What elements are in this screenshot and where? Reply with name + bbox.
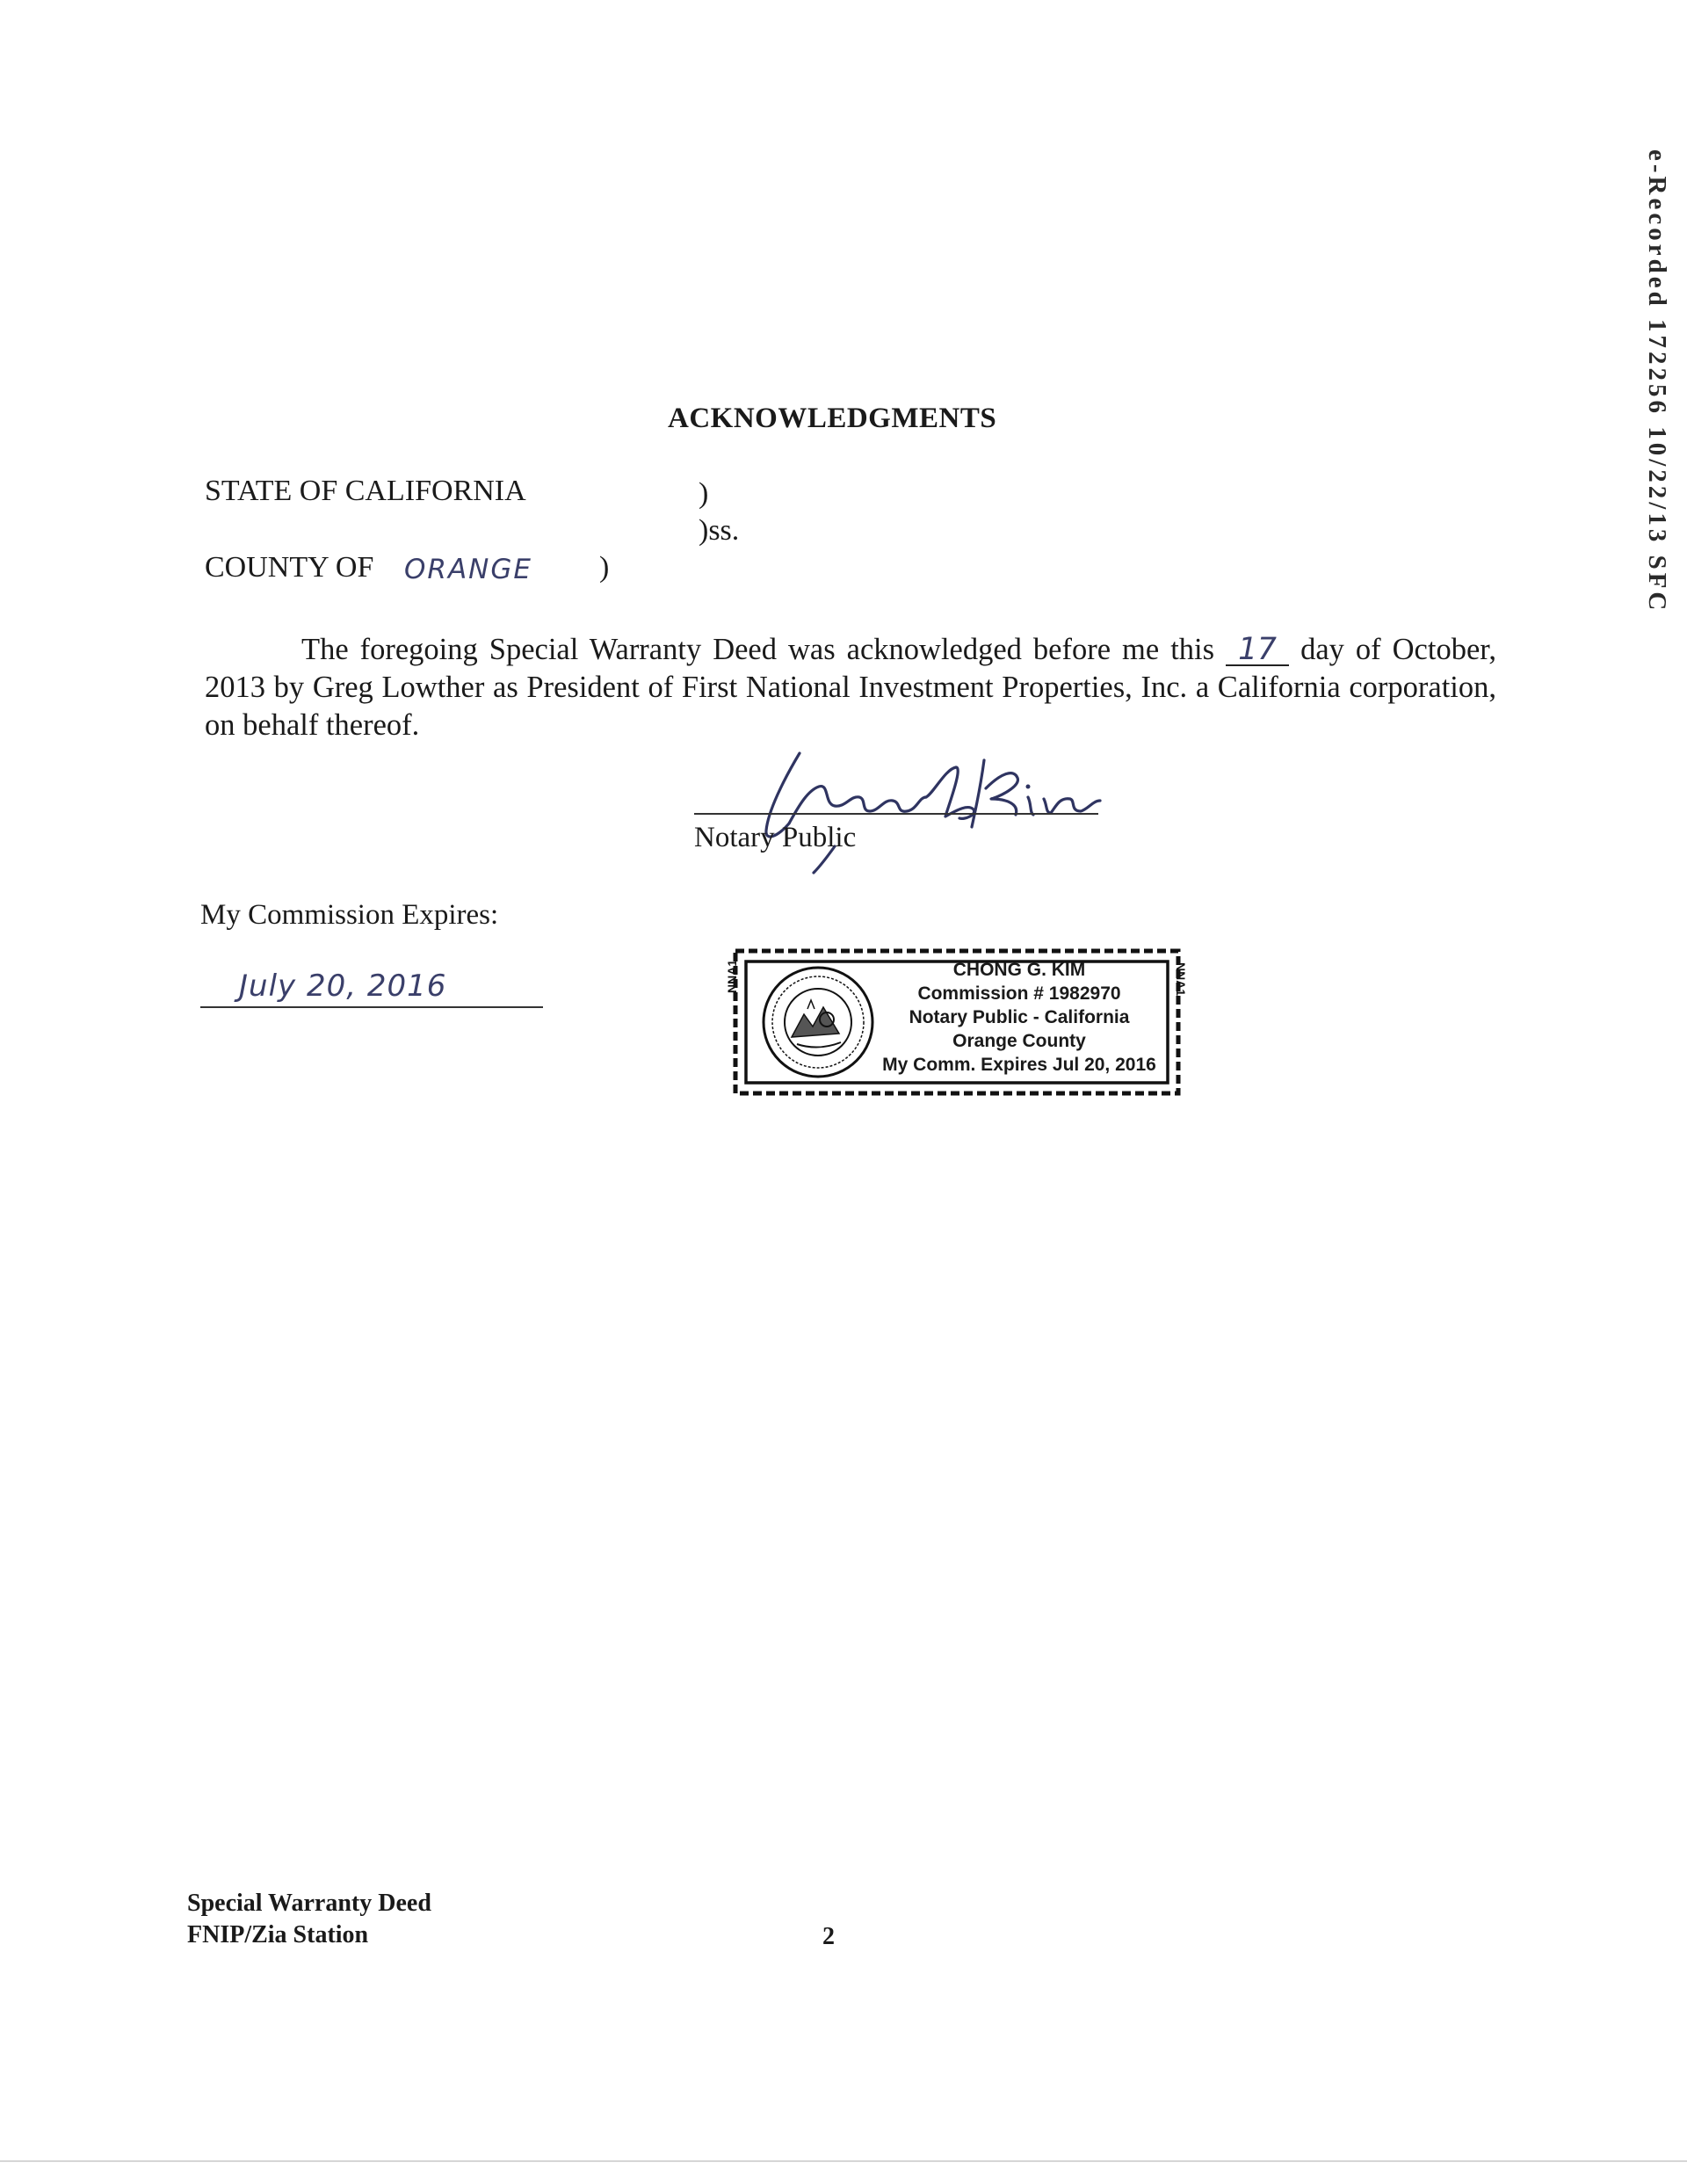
acknowledgment-text-part1: The foregoing Special Warranty Deed was acknowledged before me this xyxy=(301,633,1215,666)
acknowledgment-paragraph xyxy=(205,631,1496,744)
page-title: ACKNOWLEDGMENTS xyxy=(668,403,997,434)
state-label: STATE OF CALIFORNIA xyxy=(205,475,526,507)
page-number: 2 xyxy=(822,1923,835,1950)
seal-expiration: My Comm. Expires Jul 20, 2016 xyxy=(882,1055,1156,1075)
seal-edge-right-text: NNA1 xyxy=(1174,962,1188,997)
county-label: COUNTY OF xyxy=(205,551,374,584)
seal-county: Orange County xyxy=(952,1031,1086,1051)
scan-edge-line xyxy=(0,2160,1687,2162)
commission-date-line xyxy=(200,1006,543,1008)
signature-line xyxy=(694,813,1098,815)
acknowledgment-text-part2: day of October, 2013 by Greg Lowther as President of First National Investment Properties, Inc. a California corporation, on behalf thereof. xyxy=(205,633,1497,742)
commission-date-handwritten: July 20, 2016 xyxy=(239,969,447,1004)
seal-text-block xyxy=(870,958,1169,1077)
seal-name: CHONG G. KIM xyxy=(952,960,1086,980)
footer-doc-title: Special Warranty Deed xyxy=(187,1890,431,1917)
footer-doc-subtitle: FNIP/Zia Station xyxy=(187,1921,369,1948)
footer-doc-info xyxy=(187,1888,431,1951)
notary-public-label: Notary Public xyxy=(694,822,857,853)
day-handwritten: 17 xyxy=(1226,635,1289,666)
venue-ss: )ss. xyxy=(699,514,740,547)
commission-expires-label: My Commission Expires: xyxy=(200,899,499,931)
county-handwritten: ORANGE xyxy=(404,554,532,585)
seal-title: Notary Public - California xyxy=(909,1007,1130,1027)
county-paren: ) xyxy=(599,551,610,584)
seal-edge-left-text: NNA1 xyxy=(725,959,739,993)
notary-signature xyxy=(738,743,1125,874)
venue-paren-top: ) xyxy=(699,477,709,510)
seal-commission-number: Commission # 1982970 xyxy=(917,983,1121,1004)
e-recorded-stamp: e-Recorded 172256 10/22/13 SFC xyxy=(1643,149,1671,614)
california-state-seal-icon xyxy=(764,968,872,1077)
